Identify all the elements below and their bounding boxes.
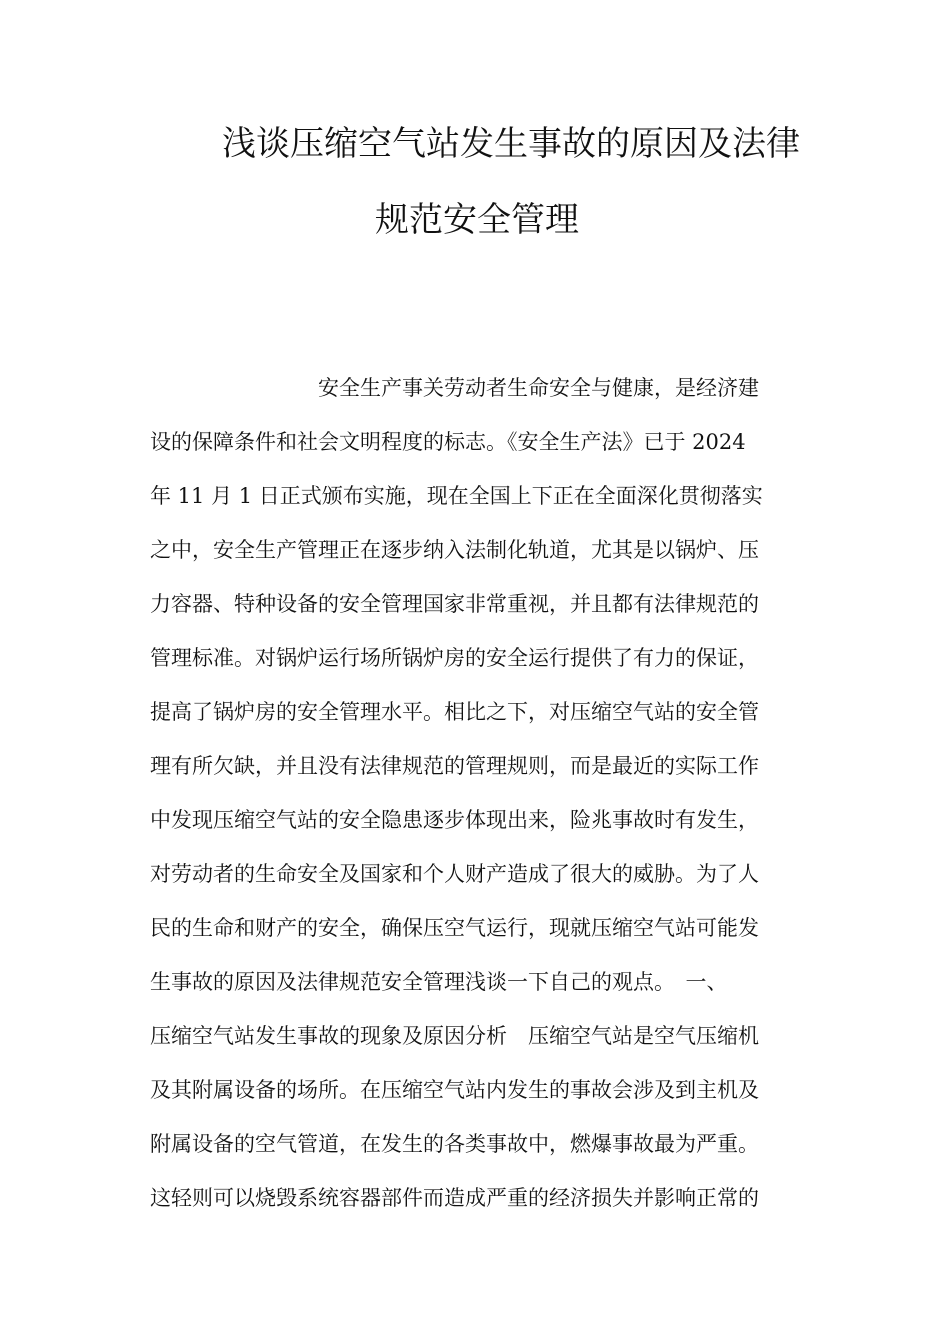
body-text-line: 设的保障条件和社会文明程度的标志。《安全生产法》已于 2024 <box>150 430 746 454</box>
body-text-line: 这轻则可以烧毁系统容器部件而造成严重的经济损失并影响正常的 <box>150 1186 759 1210</box>
body-text-line: 中发现压缩空气站的安全隐患逐步体现出来，险兆事故时有发生， <box>150 808 759 832</box>
body-text-line: 及其附属设备的场所。在压缩空气站内发生的事故会涉及到主机及 <box>150 1078 759 1102</box>
document-title-line-2: 规范安全管理 <box>375 200 579 240</box>
body-text-line: 提高了锅炉房的安全管理水平。相比之下，对压缩空气站的安全管 <box>150 700 759 724</box>
body-text-line: 附属设备的空气管道，在发生的各类事故中，燃爆事故最为严重。 <box>150 1132 759 1156</box>
body-text-line: 力容器、特种设备的安全管理国家非常重视，并且都有法律规范的 <box>150 592 759 616</box>
body-text-line: 之中，安全生产管理正在逐步纳入法制化轨道，尤其是以锅炉、压 <box>150 538 759 562</box>
body-text-line: 管理标准。对锅炉运行场所锅炉房的安全运行提供了有力的保证， <box>150 646 759 670</box>
body-text-line: 压缩空气站发生事故的现象及原因分析 压缩空气站是空气压缩机 <box>150 1024 759 1048</box>
body-text-line: 理有所欠缺，并且没有法律规范的管理规则，而是最近的实际工作 <box>150 754 759 778</box>
body-text-line: 民的生命和财产的安全，确保压空气运行，现就压缩空气站可能发 <box>150 916 759 940</box>
body-text-line: 安全生产事关劳动者生命安全与健康，是经济建 <box>318 376 759 400</box>
body-text-line: 对劳动者的生命安全及国家和个人财产造成了很大的威胁。为了人 <box>150 862 759 886</box>
document-title-line-1: 浅谈压缩空气站发生事故的原因及法律 <box>222 124 800 164</box>
body-text-line: 生事故的原因及法律规范安全管理浅谈一下自己的观点。 一、 <box>150 970 728 994</box>
body-text-line: 年 11 月 1 日正式颁布实施，现在全国上下正在全面深化贯彻落实 <box>150 484 763 508</box>
